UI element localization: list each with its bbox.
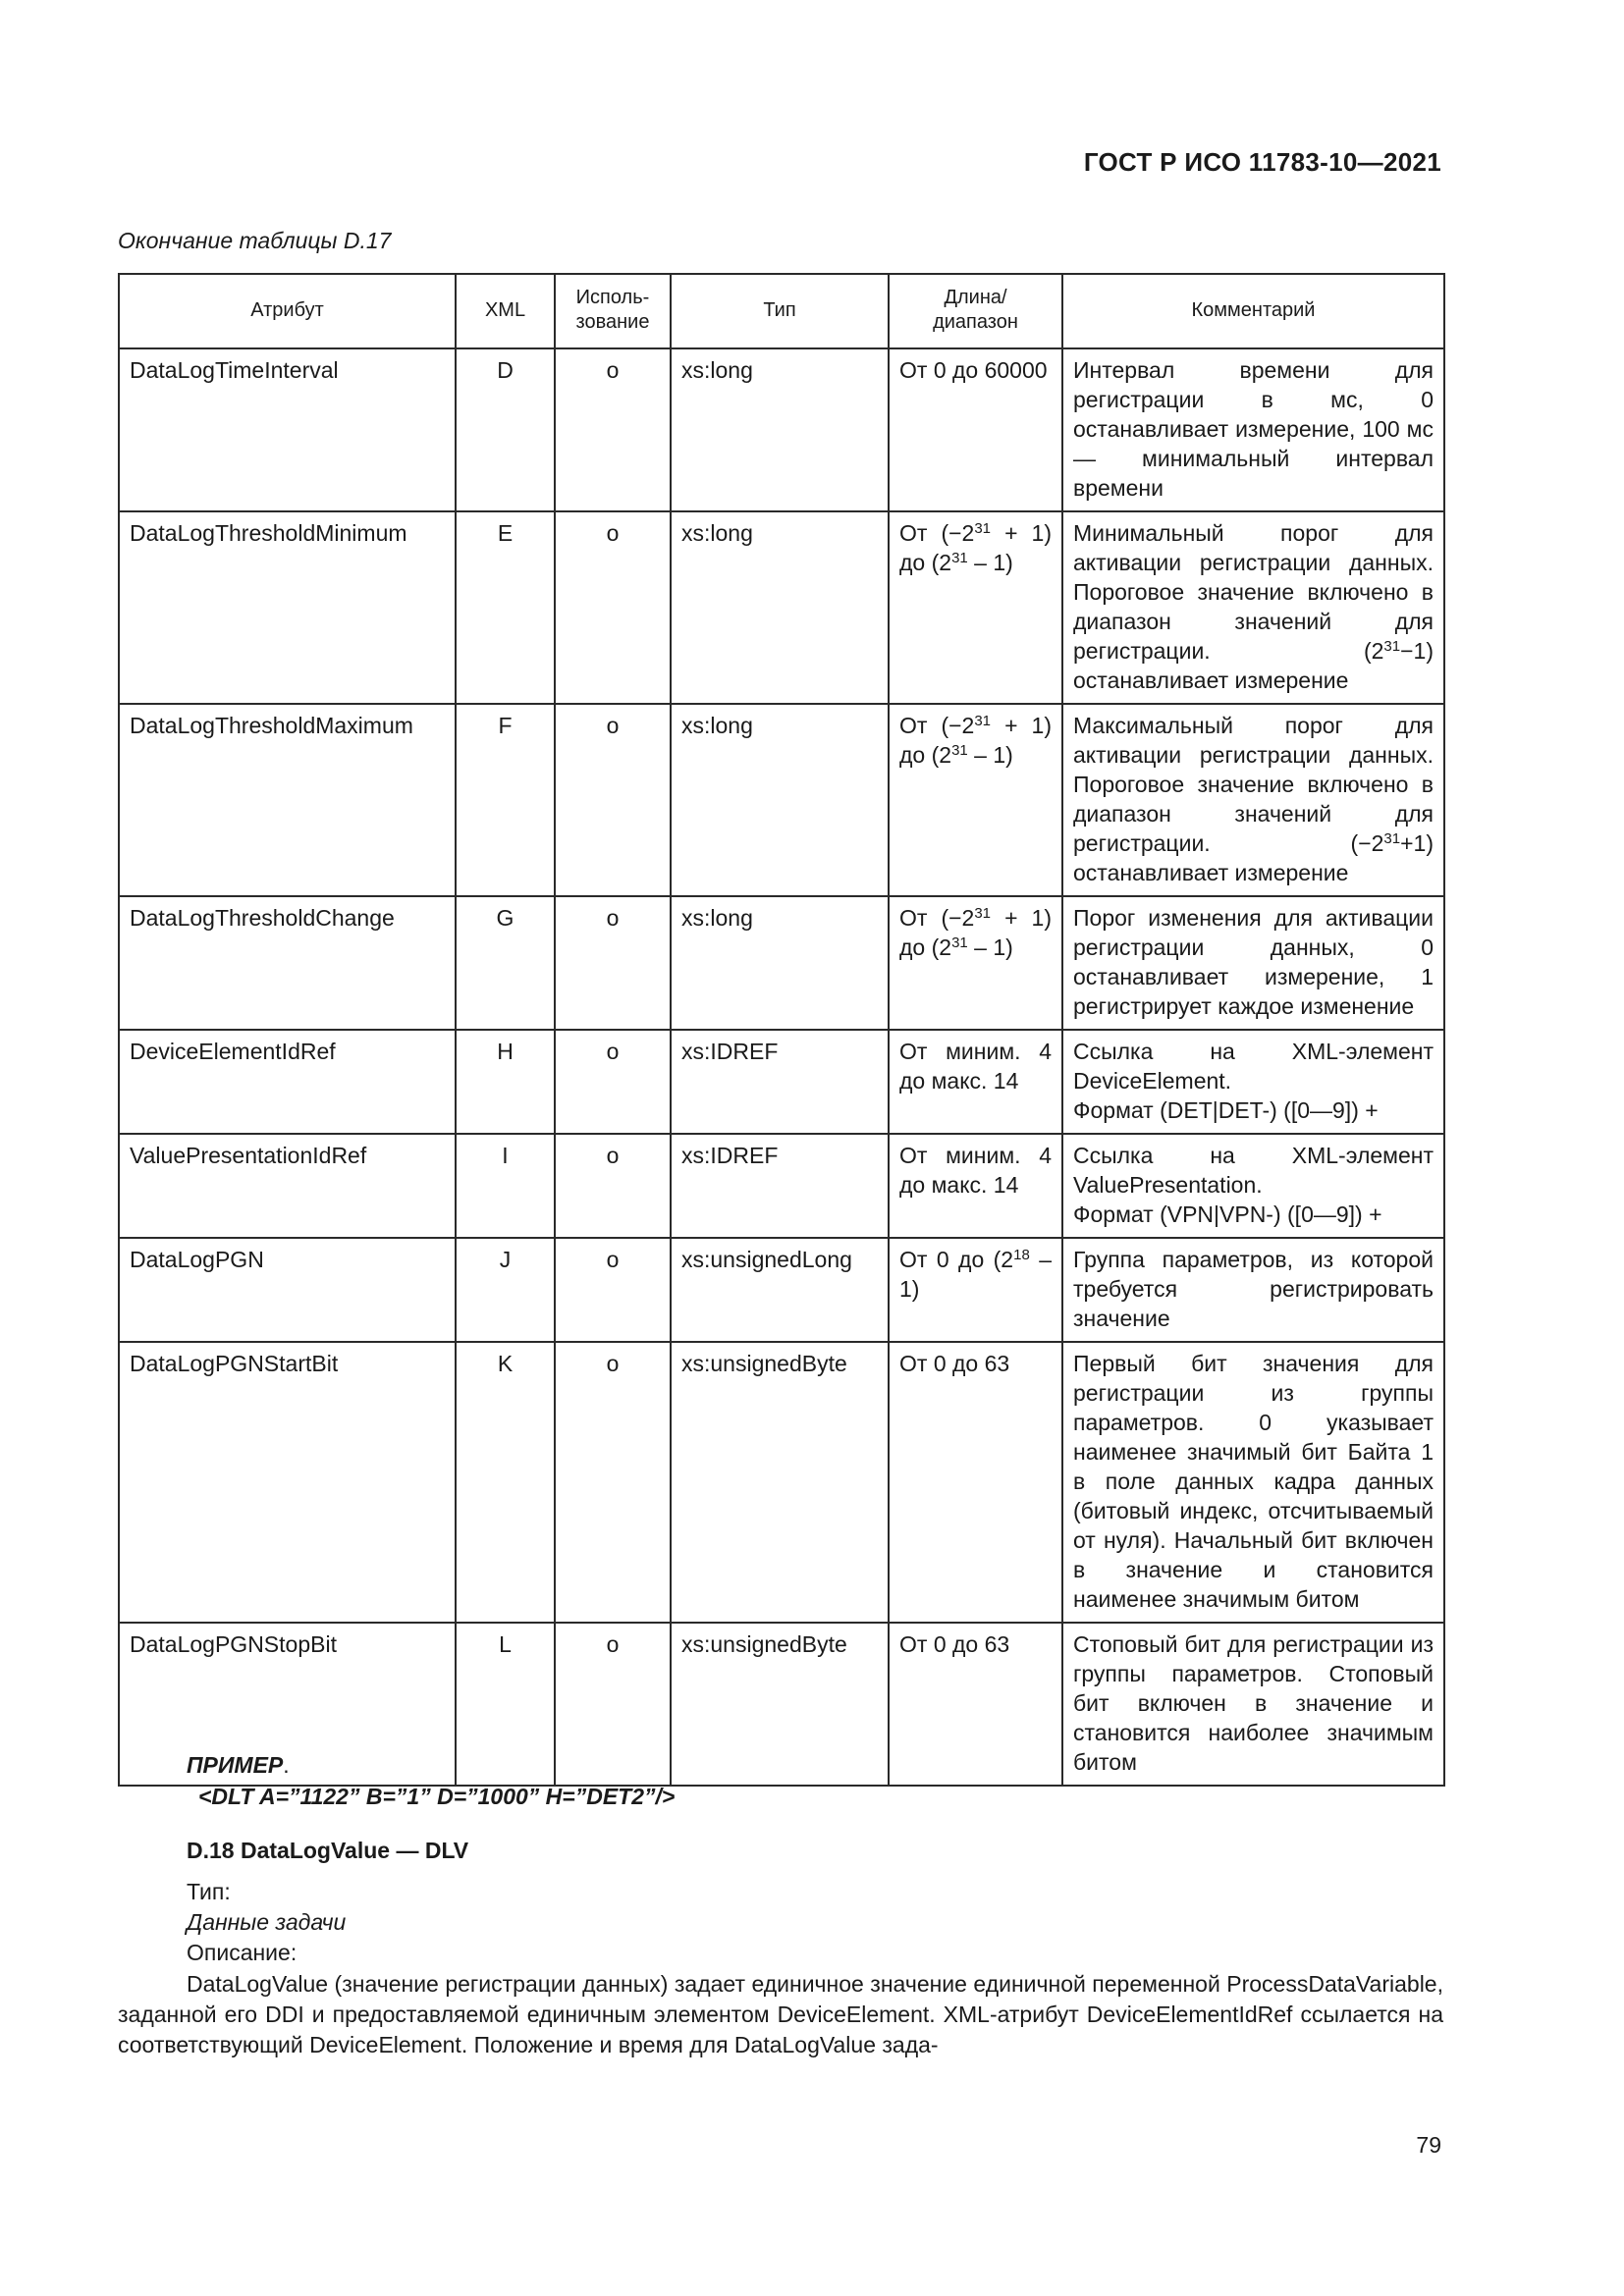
table-row — [119, 1030, 1444, 1134]
cell-type: xs:long — [671, 896, 889, 1030]
cell-comment: Минимальный порог для активации регистрации данных. Пороговое значение включено в диапазон значений для регистрации. $(2^{31}-1)$ останавливает измерение — [1062, 511, 1444, 704]
cell-xml: G — [456, 896, 555, 1030]
table-body — [119, 348, 1444, 1786]
cell-comment: Ссылка на XML-элемент DeviceElement. Формат (DET|DET-) ([0—9]) + — [1062, 1030, 1444, 1134]
cell-range: От 0 до $(2^{18} - 1)$ — [889, 1238, 1062, 1342]
table-row — [119, 348, 1444, 511]
column-header-usage: Исполь- зование — [555, 274, 671, 348]
cell-attribute: DataLogPGN — [119, 1238, 456, 1342]
attributes-table — [118, 273, 1445, 1787]
type-value: Данные задачи — [187, 1909, 347, 1935]
cell-comment: Ссылка на XML-элемент ValuePresentation. Формат (VPN|VPN-) ([0—9]) + — [1062, 1134, 1444, 1238]
cell-xml: D — [456, 348, 555, 511]
cell-usage: o — [555, 1238, 671, 1342]
cell-usage: o — [555, 348, 671, 511]
cell-type: xs:IDREF — [671, 1134, 889, 1238]
table-row — [119, 704, 1444, 896]
section-heading: D.18 DataLogValue — DLV — [187, 1838, 469, 1863]
cell-comment: Группа параметров, из которой требуется регистрировать значение — [1062, 1238, 1444, 1342]
document-standard-header: ГОСТ Р ИСО 11783-10—2021 — [1083, 147, 1441, 177]
cell-attribute: DataLogTimeInterval — [119, 348, 456, 511]
cell-xml: E — [456, 511, 555, 704]
cell-comment: Интервал времени для регистрации в мс, 0 останавливает измерение, 100 мс — минимальный интервал времени — [1062, 348, 1444, 511]
cell-usage: o — [555, 511, 671, 704]
cell-range: От $(-2^{31} + 1)$ до $(2^{31} - 1)$ — [889, 704, 1062, 896]
cell-xml: K — [456, 1342, 555, 1623]
cell-range: От $(-2^{31} + 1)$ до $(2^{31} - 1)$ — [889, 896, 1062, 1030]
cell-attribute: DataLogPGNStartBit — [119, 1342, 456, 1623]
cell-type: xs:long — [671, 511, 889, 704]
cell-comment: Первый бит значения для регистрации из группы параметров. 0 указывает наименее значимый бит Байта 1 в поле данных кадра данных (битовый индекс, отсчитываемый от нуля). Начальный бит включен в значение и становится наименее значимым битом — [1062, 1342, 1444, 1623]
cell-type: xs:unsignedLong — [671, 1238, 889, 1342]
cell-usage: o — [555, 896, 671, 1030]
column-header-comment: Комментарий — [1062, 274, 1444, 348]
cell-range: От миним. 4 до макс. 14 — [889, 1030, 1062, 1134]
cell-attribute: ValuePresentationIdRef — [119, 1134, 456, 1238]
cell-type: xs:long — [671, 348, 889, 511]
table-row — [119, 896, 1444, 1030]
cell-attribute: DataLogThresholdChange — [119, 896, 456, 1030]
table-row — [119, 511, 1444, 704]
example-block: ПРИМЕР. <DLT A=”1122” B=”1” D=”1000” H=”DET2”/> — [187, 1749, 675, 1812]
cell-comment: Максимальный порог для активации регистрации данных. Пороговое значение включено в диапазон значений для регистрации. $(-2^{31}+1)$ останавливает измерение — [1062, 704, 1444, 896]
cell-attribute: DataLogPGNStopBit — [119, 1623, 456, 1786]
cell-type: xs:unsignedByte — [671, 1342, 889, 1623]
cell-xml: F — [456, 704, 555, 896]
column-header-type: Тип — [671, 274, 889, 348]
cell-xml: L — [456, 1623, 555, 1786]
cell-type: xs:IDREF — [671, 1030, 889, 1134]
description-paragraph: DataLogValue (значение регистрации данных) задает единичное значение единичной переменной ProcessDataVariable, заданной его DDI и предоставляемой единичным элементом DeviceElement. XML-атрибут DeviceElementIdRef ссылается на соответствующий DeviceElement. Положение и время для DataLogValue зада- — [118, 1971, 1443, 2057]
column-header-xml: XML — [456, 274, 555, 348]
cell-comment: Порог изменения для активации регистрации данных, 0 останавливает измерение, 1 регистрирует каждое изменение — [1062, 896, 1444, 1030]
cell-range: От $(-2^{31} + 1)$ до $(2^{31} - 1)$ — [889, 511, 1062, 704]
cell-range: От миним. 4 до макс. 14 — [889, 1134, 1062, 1238]
description-label: Описание: — [187, 1940, 298, 1965]
cell-usage: o — [555, 1342, 671, 1623]
cell-type: xs:unsignedByte — [671, 1623, 889, 1786]
table-header-row — [119, 274, 1444, 348]
column-header-attribute: Атрибут — [119, 274, 456, 348]
type-label: Тип: — [187, 1879, 231, 1904]
cell-comment: Стоповый бит для регистрации из группы параметров. Стоповый бит включен в значение и становится наиболее значимым битом — [1062, 1623, 1444, 1786]
cell-xml: H — [456, 1030, 555, 1134]
example-code: <DLT A=”1122” B=”1” D=”1000” H=”DET2”/> — [198, 1784, 676, 1809]
cell-range: От 0 до 63 — [889, 1623, 1062, 1786]
page-number: 79 — [1416, 2132, 1441, 2158]
cell-xml: J — [456, 1238, 555, 1342]
cell-xml: I — [456, 1134, 555, 1238]
table-row — [119, 1342, 1444, 1623]
cell-range: От 0 до 63 — [889, 1342, 1062, 1623]
cell-type: xs:long — [671, 704, 889, 896]
example-label: ПРИМЕР — [187, 1752, 284, 1778]
table-row — [119, 1238, 1444, 1342]
cell-usage: o — [555, 1030, 671, 1134]
column-header-range: Длина/ диапазон — [889, 274, 1062, 348]
cell-usage: o — [555, 1623, 671, 1786]
cell-attribute: DataLogThresholdMinimum — [119, 511, 456, 704]
section-description — [187, 1877, 346, 1968]
cell-attribute: DeviceElementIdRef — [119, 1030, 456, 1134]
cell-attribute: DataLogThresholdMaximum — [119, 704, 456, 896]
cell-range: От 0 до 60000 — [889, 348, 1062, 511]
cell-usage: o — [555, 1134, 671, 1238]
cell-usage: o — [555, 704, 671, 896]
table-caption: Окончание таблицы D.17 — [118, 228, 392, 253]
table-row — [119, 1134, 1444, 1238]
